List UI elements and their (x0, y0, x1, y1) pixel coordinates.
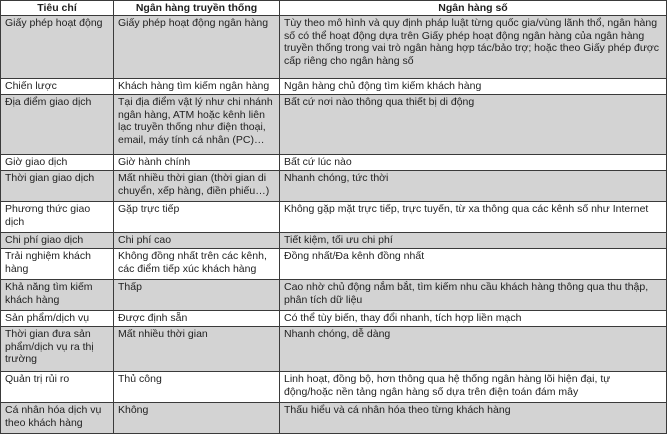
table-row (1, 16, 667, 79)
table-row (1, 95, 667, 155)
criteria-cell: Thời gian giao dịch (1, 171, 114, 202)
traditional-cell: Khách hàng tìm kiếm ngân hàng (114, 79, 280, 95)
traditional-cell: Chi phí cao (114, 233, 280, 249)
traditional-cell: Giấy phép hoạt động ngân hàng (114, 16, 280, 79)
criteria-cell: Địa điểm giao dịch (1, 95, 114, 155)
table-row (1, 372, 667, 403)
digital-cell: Có thể tùy biến, thay đổi nhanh, tích hợp liền mạch (280, 311, 667, 327)
table-row (1, 249, 667, 280)
traditional-cell: Thủ công (114, 372, 280, 403)
digital-cell: Thấu hiểu và cá nhân hóa theo từng khách hàng (280, 403, 667, 434)
header-digital-bank: Ngân hàng số (280, 1, 667, 16)
criteria-cell: Cá nhân hóa dịch vụ theo khách hàng (1, 403, 114, 434)
criteria-cell: Khả năng tìm kiếm khách hàng (1, 280, 114, 311)
digital-cell: Tùy theo mô hình và quy định pháp luật từng quốc gia/vùng lãnh thổ, ngân hàng số có thể hoạt động dựa trên Giấy phép hoạt động ngân hàng của ngân hàng truyền thống trong vai trò ngân hàng hợp tác/bảo trợ; hoặc theo Giấy phép được cấp riêng cho ngân hàng số (280, 16, 667, 79)
criteria-cell: Phương thức giao dịch (1, 202, 114, 233)
digital-cell: Không gặp mặt trực tiếp, trực tuyến, từ xa thông qua các kênh số như Internet (280, 202, 667, 233)
traditional-cell: Thấp (114, 280, 280, 311)
traditional-cell: Mất nhiều thời gian (thời gian di chuyển, xếp hàng, điền phiếu…) (114, 171, 280, 202)
header-criteria: Tiêu chí (1, 1, 114, 16)
table-row (1, 403, 667, 434)
traditional-cell: Được định sẵn (114, 311, 280, 327)
digital-cell: Nhanh chóng, dễ dàng (280, 327, 667, 372)
table-row (1, 79, 667, 95)
table-row (1, 280, 667, 311)
table-row (1, 171, 667, 202)
criteria-cell: Giờ giao dịch (1, 155, 114, 171)
header-row (1, 1, 667, 16)
digital-cell: Tiết kiệm, tối ưu chi phí (280, 233, 667, 249)
digital-cell: Nhanh chóng, tức thời (280, 171, 667, 202)
traditional-cell: Gặp trực tiếp (114, 202, 280, 233)
digital-cell: Bất cứ nơi nào thông qua thiết bị di động (280, 95, 667, 155)
traditional-cell: Không (114, 403, 280, 434)
criteria-cell: Giấy phép hoạt động (1, 16, 114, 79)
table-row (1, 311, 667, 327)
traditional-cell: Giờ hành chính (114, 155, 280, 171)
digital-cell: Bất cứ lúc nào (280, 155, 667, 171)
digital-cell: Cao nhờ chủ động nắm bắt, tìm kiếm nhu cầu khách hàng thông qua thu thập, phân tích dữ liệu (280, 280, 667, 311)
criteria-cell: Thời gian đưa sản phẩm/dịch vụ ra thị trường (1, 327, 114, 372)
criteria-cell: Chiến lược (1, 79, 114, 95)
table-row (1, 202, 667, 233)
digital-cell: Linh hoạt, đồng bộ, hơn thông qua hệ thống ngân hàng lõi hiện đại, tự động/hoặc nền tảng ngân hàng số dựa trên điện toán đám mây (280, 372, 667, 403)
digital-cell: Đồng nhất/Đa kênh đồng nhất (280, 249, 667, 280)
table-row (1, 155, 667, 171)
criteria-cell: Trải nghiệm khách hàng (1, 249, 114, 280)
criteria-cell: Chi phí giao dịch (1, 233, 114, 249)
table-row (1, 233, 667, 249)
traditional-cell: Không đồng nhất trên các kênh, các điểm tiếp xúc khách hàng (114, 249, 280, 280)
criteria-cell: Sản phẩm/dịch vụ (1, 311, 114, 327)
header-traditional-bank: Ngân hàng truyền thống (114, 1, 280, 16)
criteria-cell: Quản trị rủi ro (1, 372, 114, 403)
traditional-cell: Tại địa điểm vật lý như chi nhánh ngân hàng, ATM hoặc kênh liên lạc truyền thống như điện thoại, email, máy tính cá nhân (PC)… (114, 95, 280, 155)
table-row (1, 327, 667, 372)
digital-cell: Ngân hàng chủ động tìm kiếm khách hàng (280, 79, 667, 95)
traditional-cell: Mất nhiều thời gian (114, 327, 280, 372)
